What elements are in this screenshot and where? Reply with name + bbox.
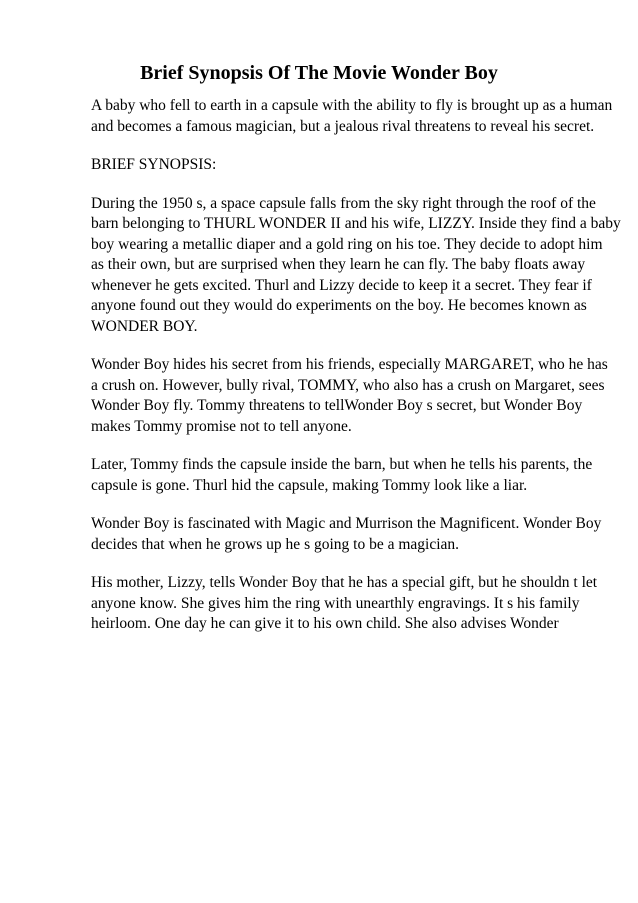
paragraph-line: boy wearing a metallic diaper and a gold ring on his toe. They decide to adopt him — [91, 235, 603, 253]
paragraph-line: During the 1950 s, a space capsule falls from the sky right through the roof of the — [91, 194, 596, 212]
paragraph-line: barn belonging to THURL WONDER II and his wife, LIZZY. Inside they find a baby — [91, 215, 621, 232]
paragraph-line: capsule is gone. Thurl hid the capsule, making Tommy look like a liar. — [91, 476, 528, 494]
paragraph-line: Wonder Boy is fascinated with Magic and Murrison the Magnificent. Wonder Boy — [91, 515, 602, 532]
paragraph-line: anyone found out they would do experiments on the boy. He becomes known as — [91, 297, 587, 314]
paragraph-line: whenever he gets excited. Thurl and Lizzy decide to keep it a secret. They fear if — [91, 276, 592, 294]
paragraph-line: makes Tommy promise not to tell anyone. — [91, 417, 352, 435]
paragraph-line: anyone know. She gives him the ring with unearthly engravings. It s his family — [91, 594, 580, 612]
paragraph-line: Wonder Boy fly. Tommy threatens to tellWonder Boy s secret, but Wonder Boy — [91, 397, 583, 414]
paragraph-line: Wonder Boy hides his secret from his friends, especially MARGARET, who he has — [91, 356, 608, 373]
paragraph — [91, 455, 591, 496]
paragraph-line: and becomes a famous magician, but a jealous rival threatens to reveal his secret. — [91, 117, 595, 135]
paragraph-line: WONDER BOY. — [91, 317, 198, 335]
paragraph-line: His mother, Lizzy, tells Wonder Boy that he has a special gift, but he shouldn t let — [91, 574, 598, 591]
paragraph-line: decides that when he grows up he s going to be a magician. — [91, 535, 460, 553]
paragraph-line: as their own, but are surprised when they learn he can fly. The baby floats away — [91, 256, 586, 273]
paragraph — [91, 194, 621, 338]
paragraph — [91, 514, 602, 555]
document-body — [91, 96, 621, 653]
paragraph-logline — [91, 96, 613, 137]
section-heading — [91, 155, 591, 176]
paragraph-line: A baby who fell to earth in a capsule with the ability to fly is brought up as a human — [91, 97, 613, 114]
paragraph-line: heirloom. One day he can give it to his own child. She also advises Wonder — [91, 615, 559, 632]
paragraph-line: a crush on. However, bully rival, TOMMY, who also has a crush on Margaret, sees — [91, 376, 605, 394]
paragraph-line: Later, Tommy finds the capsule inside the barn, but when he tells his parents, the — [91, 456, 593, 473]
paragraph — [91, 355, 608, 437]
paragraph — [91, 573, 598, 635]
document-title: Brief Synopsis Of The Movie Wonder Boy — [140, 62, 498, 84]
paragraph-line: BRIEF SYNOPSIS: — [91, 156, 217, 173]
